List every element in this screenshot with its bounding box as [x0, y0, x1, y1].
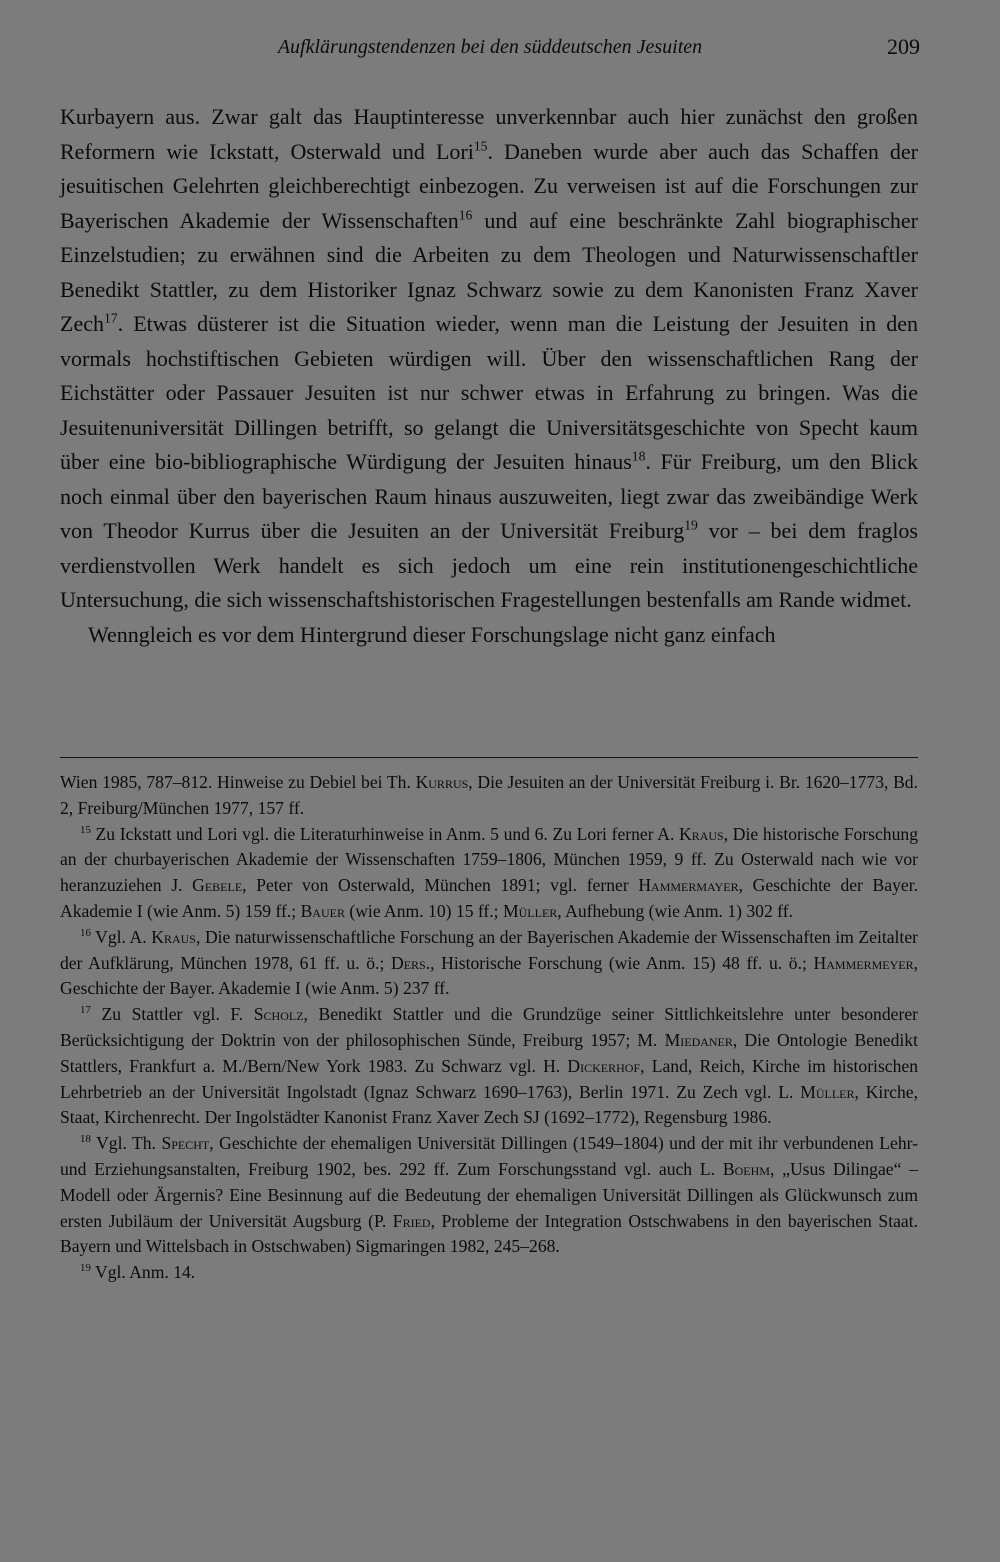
text-span: , Historische Forschung (wie Anm. 15) 48 ff. u. ö.;: [430, 952, 814, 973]
author-name: Hammermayer: [638, 875, 739, 896]
text-span: Kurbayern aus. Zwar galt das Hauptinteresse unverkennbar auch hier zunächst den großen Reformern wie Ickstatt, Osterwald und Lori: [60, 104, 918, 164]
footnote-divider: [60, 757, 918, 758]
author-name: Kraus: [151, 926, 196, 947]
text-span: . Daneben wurde aber auch das Schaffen der jesuitischen Gelehrten gleichberechtigt einbezogen. Zu verweisen ist auf die Forschungen zur Bayerischen Akademie der Wissenschaften: [60, 138, 918, 233]
footnote-ref-18[interactable]: 18: [631, 448, 646, 464]
author-name: Kurrus: [415, 772, 469, 792]
footnote-19: [60, 1260, 918, 1286]
text-span: , Geschichte der Bayer. Akademie I (wie Anm. 5) 237 ff.: [60, 952, 918, 999]
author-name: Fried: [392, 1210, 431, 1231]
main-text: [60, 100, 918, 652]
footnote-ref-19[interactable]: 19: [684, 517, 698, 533]
footnote-number: 18: [80, 1133, 91, 1146]
author-name: Kraus: [679, 823, 724, 844]
running-title: Aufklärungstendenzen bei den süddeutschen Jesuiten: [277, 36, 703, 58]
text-span: , Die naturwissenschaftliche Forschung an der Bayerischen Akademie der Wissenschaften im Zeitalter der Aufklärung, München 1978, 61 ff. u. ö.;: [60, 926, 918, 973]
paragraph-2: Wenngleich es vor dem Hintergrund dieser Forschungslage nicht ganz einfach: [88, 621, 776, 647]
page-number: 209: [887, 34, 920, 59]
author-name: Dickerhof: [567, 1055, 641, 1076]
author-name: Bauer: [300, 900, 345, 921]
text-span: Vgl. Th.: [90, 1133, 162, 1154]
text-span: , Geschichte der Bayer. Akademie I (wie Anm. 5) 159 ff.;: [60, 875, 918, 921]
text-span: , Die Ontologie Benedikt Stattlers, Frankfurt a. M./Bern/New York 1983. Zu Schwarz vgl. H.: [60, 1029, 918, 1076]
author-name: Specht: [161, 1133, 210, 1154]
footnote-15: [60, 822, 918, 925]
footnote-16: [60, 925, 918, 1002]
footnote-number: 17: [80, 1004, 91, 1017]
text-span: , Die Jesuiten an der Universität Freiburg i. Br. 1620–1773, Bd. 2, Freiburg/München 1977, 157 ff.: [60, 772, 919, 818]
author-name: Scholz: [253, 1004, 304, 1025]
footnote-ref-16[interactable]: 16: [458, 207, 473, 223]
text-span: , Aufhebung (wie Anm. 1) 302 ff.: [557, 900, 793, 921]
text-span: . Etwas düsterer ist die Situation wieder, wenn man die Leistung der Jesuiten in den vormals hochstiftischen Gebieten würdigen will. Über den wissenschaftlichen Rang der Eichstätter oder Passauer Jesuiten ist nur schwer etwas in Erfahrung zu bringen. Was die Jesuitenuniversität Dillingen betrifft, so gelangt die Universitätsgeschichte von Specht kaum über eine bio-bibliographische Würdigung der Jesuiten hinaus: [60, 311, 918, 474]
running-header: [60, 34, 920, 64]
text-span: . Für Freiburg, um den Blick noch einmal über den bayerischen Raum hinaus auszuweiten, liegt zwar das zweibändige Werk von Theodor Kurrus über die Jesuiten an der Universität Freiburg: [60, 449, 919, 543]
author-name: Hammermeyer: [813, 952, 914, 973]
text-span: Vgl. Anm. 14.: [90, 1262, 196, 1283]
text-span: , Kirche, Staat, Kirchenrecht. Der Ingolstädter Kanonist Franz Xaver Zech SJ (1692–1772), Regensburg 1986.: [60, 1081, 918, 1128]
text-span: Zu Ickstatt und Lori vgl. die Literaturhinweise in Anm. 5 und 6. Zu Lori ferner A.: [90, 823, 680, 844]
text-span: Zu Stattler vgl. F.: [90, 1004, 254, 1025]
text-span: (wie Anm. 10) 15 ff.;: [344, 900, 503, 921]
text-span: , Die historische Forschung an der churbayerischen Akademie der Wissenschaften 1759–1806, München 1959, 9 ff. Zu Osterwald nach wie vor heranzuziehen J.: [60, 823, 918, 896]
footnotes: [60, 770, 918, 1286]
text-span: , Peter von Osterwald, München 1891; vgl. ferner: [242, 875, 639, 896]
author-name: Gebele: [192, 875, 243, 896]
text-span: Wien 1985, 787–812. Hinweise zu Debiel bei Th.: [60, 772, 416, 792]
footnote-number: 16: [80, 926, 91, 939]
footnote-17: [60, 1002, 918, 1131]
footnote-ref-15[interactable]: 15: [473, 138, 488, 154]
footnote-number: 15: [80, 823, 91, 836]
text-span: Vgl. A.: [90, 926, 152, 947]
footnote-18: [60, 1131, 918, 1260]
footnote-ref-17[interactable]: 17: [103, 310, 118, 326]
footnote-number: 19: [80, 1262, 91, 1275]
author-name: Ders.: [391, 952, 431, 973]
author-name: Boehm: [722, 1158, 770, 1179]
text-span: vor – bei dem fraglos verdienstvollen Werk handelt es sich jedoch um eine rein institutionengeschichtliche Untersuchung, die sich wissenschaftshistorischen Fragestellungen bestenfalls am Rande widmet.: [60, 518, 918, 612]
footnote-continuation: [60, 770, 918, 822]
author-name: Müller: [502, 900, 558, 921]
text-span: , Benedikt Stattler und die Grundzüge seiner Sittlichkeitslehre unter besonderer Berücksichtigung der Doktrin von der philosophischen Sünde, Freiburg 1957; M.: [60, 1004, 918, 1050]
author-name: Müller: [800, 1081, 855, 1102]
text-span: , „Usus Dilingae“ – Modell oder Ärgernis? Eine Besinnung auf die Bedeutung der ehemaligen Universität Dillingen als Glückwunsch zum ersten Jubiläum der Universität Augsburg (P.: [60, 1158, 918, 1231]
paragraph-1: [60, 100, 918, 618]
text-span: , Probleme der Integration Ostschwabens in den bayerischen Staat. Bayern und Wittelsbach in Ostschwaben) Sigmaringen 1982, 245–268.: [60, 1210, 918, 1257]
text-span: , Geschichte der ehemaligen Universität Dillingen (1549–1804) und der mit ihr verbundenen Lehr- und Erziehungsanstalten, Freiburg 1902, bes. 292 ff. Zum Forschungsstand vgl. auch L.: [60, 1133, 919, 1179]
text-span: , Land, Reich, Kirche im historischen Lehrbetrieb an der Universität Ingolstadt (Ignaz Schwarz 1690–1763), Berlin 1971. Zu Zech vgl. L.: [60, 1055, 918, 1102]
author-name: Miedaner: [664, 1029, 733, 1050]
text-span: und auf eine beschränkte Zahl biographischer Einzelstudien; zu erwähnen sind die Arbeiten zu dem Theologen und Naturwissenschaftler Benedikt Stattler, zu dem Historiker Ignaz Schwarz sowie zu dem Kanonisten Franz Xaver Zech: [60, 207, 919, 336]
